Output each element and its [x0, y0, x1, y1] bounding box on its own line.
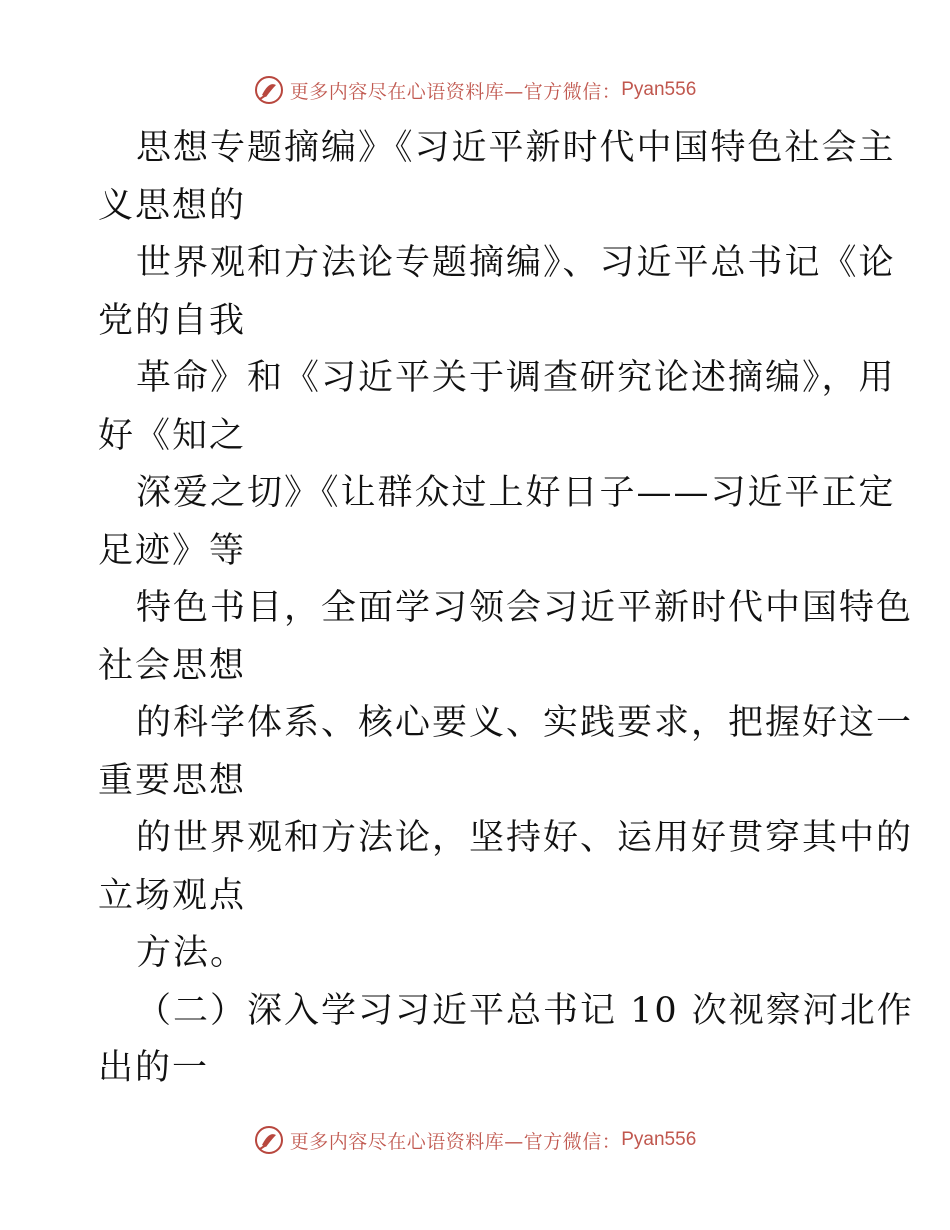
text-line: 社会思想	[98, 645, 247, 686]
text-line: 党的自我	[98, 300, 247, 341]
text-line: 思想专题摘编》《习近平新时代中国特色社会主	[136, 128, 896, 168]
text-line: 深爱之切》《让群众过上好日子——习近平正定	[136, 473, 896, 513]
text-line: 重要思想	[98, 760, 247, 801]
text-line: 革命》和《习近平关于调查研究论述摘编》，用	[136, 358, 896, 398]
text-line: 的世界观和方法论，坚持好、运用好贯穿其中的	[136, 818, 914, 858]
text-line: 世界观和方法论专题摘编》、习近平总书记《论	[136, 243, 896, 283]
text-line: 义思想的	[98, 185, 247, 226]
watermark-text: 更多内容尽在心语资料库—官方微信：	[289, 80, 622, 103]
text-line: 特色书目，全面学习领会习近平新时代中国特色	[136, 588, 914, 628]
watermark-handle: Pyan556	[621, 79, 697, 100]
text-line: 足迹》等	[98, 530, 247, 571]
header-watermark	[0, 70, 950, 110]
watermark-handle: Pyan556	[621, 1129, 697, 1150]
text-line: 立场观点	[98, 875, 247, 916]
pen-logo-icon	[254, 75, 284, 105]
text-line: 的科学体系、核心要义、实践要求，把握好这一	[136, 703, 914, 743]
text-line: （二）深入学习习近平总书记 10 次视察河北作	[136, 990, 914, 1031]
document-body	[98, 120, 914, 1098]
footer-watermark	[0, 1120, 950, 1160]
watermark-text: 更多内容尽在心语资料库—官方微信：	[289, 1130, 622, 1153]
pen-logo-icon	[254, 1125, 284, 1155]
text-line: 好《知之	[98, 415, 247, 456]
text-line: 方法。	[136, 933, 248, 973]
text-line: 出的一	[98, 1048, 210, 1088]
